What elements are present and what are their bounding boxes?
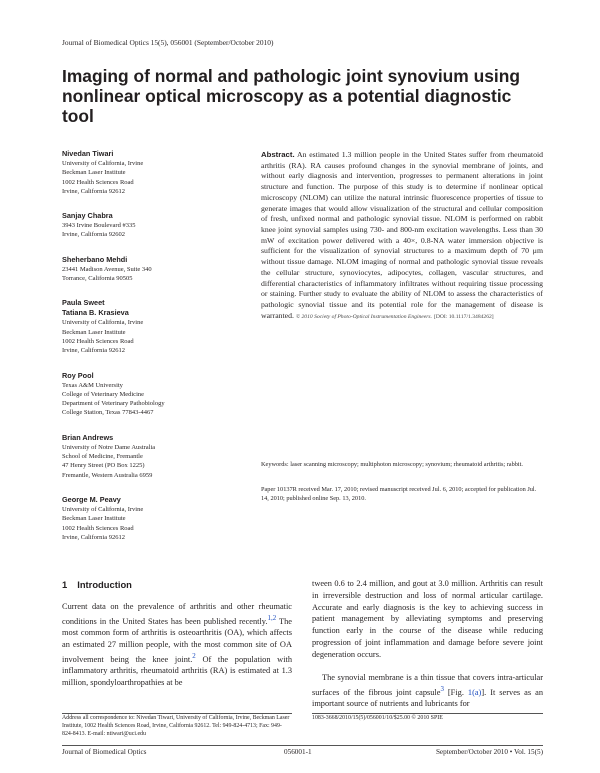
section-heading [62, 579, 142, 590]
author-block [62, 211, 252, 240]
affiliation-line: 23441 Madison Avenue, Suite 340 [62, 265, 152, 273]
running-header: Journal of Biomedical Optics 15(5), 056001 (September/October 2010) [62, 38, 274, 47]
footnote-divider [62, 713, 292, 714]
text-run: Current data on the prevalence of arthritis and other rheumatic conditions in the United States has been published recently. [62, 602, 292, 626]
paper-title: Imaging of normal and pathologic joint synovium using nonlinear optical microscopy as a potential diagnostic tool [62, 66, 520, 126]
intro-paragraph-1 [62, 601, 292, 689]
footnote-divider [312, 713, 543, 714]
author-list [62, 149, 252, 557]
affiliation-line: Irvine, California 92612 [62, 347, 125, 355]
author-block [62, 371, 252, 418]
affiliation-line: University of California, Irvine [62, 160, 144, 167]
figure-link[interactable]: 1(a) [467, 687, 482, 697]
affiliation-line: Torrance, California 90505 [62, 275, 133, 283]
affiliation-line: 1002 Health Sciences Road [62, 337, 134, 345]
affiliation-line: College of Veterinary Medicine [62, 390, 145, 398]
issn-note: 1083-3668/2010/15(5)/056001/10/$25.00 © 2010 SPIE [312, 715, 443, 721]
section-number: 1 [62, 579, 68, 590]
abstract [261, 150, 543, 323]
author-name: Roy Pool [62, 370, 94, 380]
affiliation-line: 1002 Health Sciences Road [62, 178, 134, 186]
affiliation-line: Beckman Laser Institute [62, 515, 126, 523]
text-run: The most common form of arthritis is osteoarthritis (OA), which affects an estimated 27 million people, with the most common site of OA involvement being the knee joint. [62, 616, 292, 664]
author-block [62, 495, 252, 542]
author-name: Tatiana B. Krasieva [62, 308, 129, 318]
affiliation-line: 3943 Irvine Boulevard #335 [62, 222, 136, 230]
citation-link[interactable]: 2 [192, 651, 196, 660]
text-run: ]. It serves as an important source of nutrients and lubricants for [312, 687, 543, 709]
affiliation-line: School of Medicine, Fremantle [62, 453, 143, 461]
text-run: [Fig. [443, 687, 468, 697]
footer-journal: Journal of Biomedical Optics [62, 748, 147, 756]
footer-divider [62, 745, 543, 746]
citation-link[interactable]: 1,2 [267, 613, 277, 622]
abstract-text: An estimated 1.3 million people in the United States suffer from rheumatoid arthritis (RA). RA causes profound changes in the synovial membrane of joints, and without early diagnosis and intervention, progresses to permanent alterations in joint structure and function. The purpose of this study is to determine if nonlinear optical microscopy (NLOM) can utilize the natural intrinsic fluorescence properties of tissue to generate images that would allow visualization of the structural and cellular composition of fresh, unfixed normal and pathologic synovial tissue. NLOM is performed on rabbit knee joint synovial samples using 730- and 800-nm excitation wavelengths. Less than 30 mW of excitation power delivered with a 40×, 0.8-NA water immersion objective is sufficient for the visualization of synovial structures to a maximum depth of 70 μm without tissue damage. NLOM imaging of normal and pathologic synovial tissue reveals the cellular structure, synoviocytes, adipocytes, collagen, vascular structures, and differential characteristics of inflammatory infiltrates without requiring tissue processing or staining. Further study to evaluate the ability of NLOM to assess the characteristics of pathologic synovial tissue and its potential role for the management of disease is warranted. [261, 150, 543, 320]
author-block [62, 255, 252, 284]
copyright-notice: © 2010 Society of Photo-Optical Instrumentation Engineers. [295, 313, 433, 320]
affiliation-line: Beckman Laser Institute [62, 169, 126, 177]
intro-paragraph-1-continued: tween 0.6 to 2.4 million, and gout at 3.0 million. Arthritis can result in irreversible destruction and loss of normal articular cartilage. Accurate and early diagnosis is the key to achieving success in patient management by alleviating symptoms and preserving function early in the course of the disease while reducing progression of joint inflammation and damage before severe joint degeneration occurs. [312, 579, 543, 659]
affiliation-line: University of California, Irvine [62, 319, 144, 327]
doi[interactable]: [DOI: 10.1117/1.3484262] [433, 313, 494, 320]
abstract-label: Abstract. [261, 150, 295, 159]
author-name: Sanjay Chabra [62, 211, 113, 221]
citation-link[interactable]: 3 [440, 684, 444, 693]
affiliation-line: 47 Henry Street (PO Box 1225) [62, 462, 145, 470]
footer-issue: September/October 2010 • Vol. 15(5) [435, 748, 543, 756]
affiliation-line: University of Notre Dame Australia [62, 443, 156, 451]
affiliation-line: 1002 Health Sciences Road [62, 524, 134, 532]
affiliation-line: Department of Veterinary Pathobiology [62, 400, 165, 408]
submission-dates: Paper 10137R received Mar. 17, 2010; revised manuscript received Jul. 6, 2010; accepted for publication Jul. 14, 2010; published online Sep. 13, 2010. [261, 486, 537, 502]
author-block [62, 433, 252, 480]
affiliation-line: Texas A&M University [62, 381, 123, 389]
author-block [62, 149, 252, 196]
keywords: Keywords: laser scanning microscopy; multiphoton microscopy; synovium; rheumatoid arthritis; rabbit. [261, 461, 523, 468]
affiliation-line: Irvine, California 92612 [62, 533, 125, 541]
affiliation-line: Irvine, California 92602 [62, 231, 125, 239]
author-name: Paula Sweet [62, 298, 105, 308]
text-run: The synovial membrane is a thin tissue that covers intra-articular surfaces of the fibrous joint capsule [312, 673, 543, 697]
author-name: Sheherbano Mehdi [62, 254, 128, 264]
correspondence-note: Address all correspondence to: Nivedan Tiwari, University of California, Irvine, Beckman Laser Institute, 1002 Health Sciences Road, Irvine, California 92612. Tel: 949-824-4713; Fax: 949-824-8413. E-mail: ntiwari@uci.edu [62, 715, 290, 737]
affiliation-line: Fremantle, Western Australia 6959 [62, 471, 153, 479]
author-name: Nivedan Tiwari [62, 149, 114, 158]
author-block [62, 298, 252, 355]
affiliation-line: Irvine, California 92612 [62, 187, 125, 195]
author-name: George M. Peavy [62, 494, 121, 504]
affiliation-line: College Station, Texas 77843-4467 [62, 409, 154, 417]
text-run: Of the population with inflammatory arthritis, rheumatoid arthritis (RA) is estimated at 1.3 million, spondyloarthropathies at be [62, 654, 292, 688]
affiliation-line: University of California, Irvine [62, 505, 144, 513]
intro-paragraph-2 [312, 672, 543, 710]
footer-page-number: 056001-1 [284, 748, 312, 756]
affiliation-line: Beckman Laser Institute [62, 328, 126, 336]
author-name: Brian Andrews [62, 432, 114, 442]
section-title: Introduction [77, 579, 132, 590]
